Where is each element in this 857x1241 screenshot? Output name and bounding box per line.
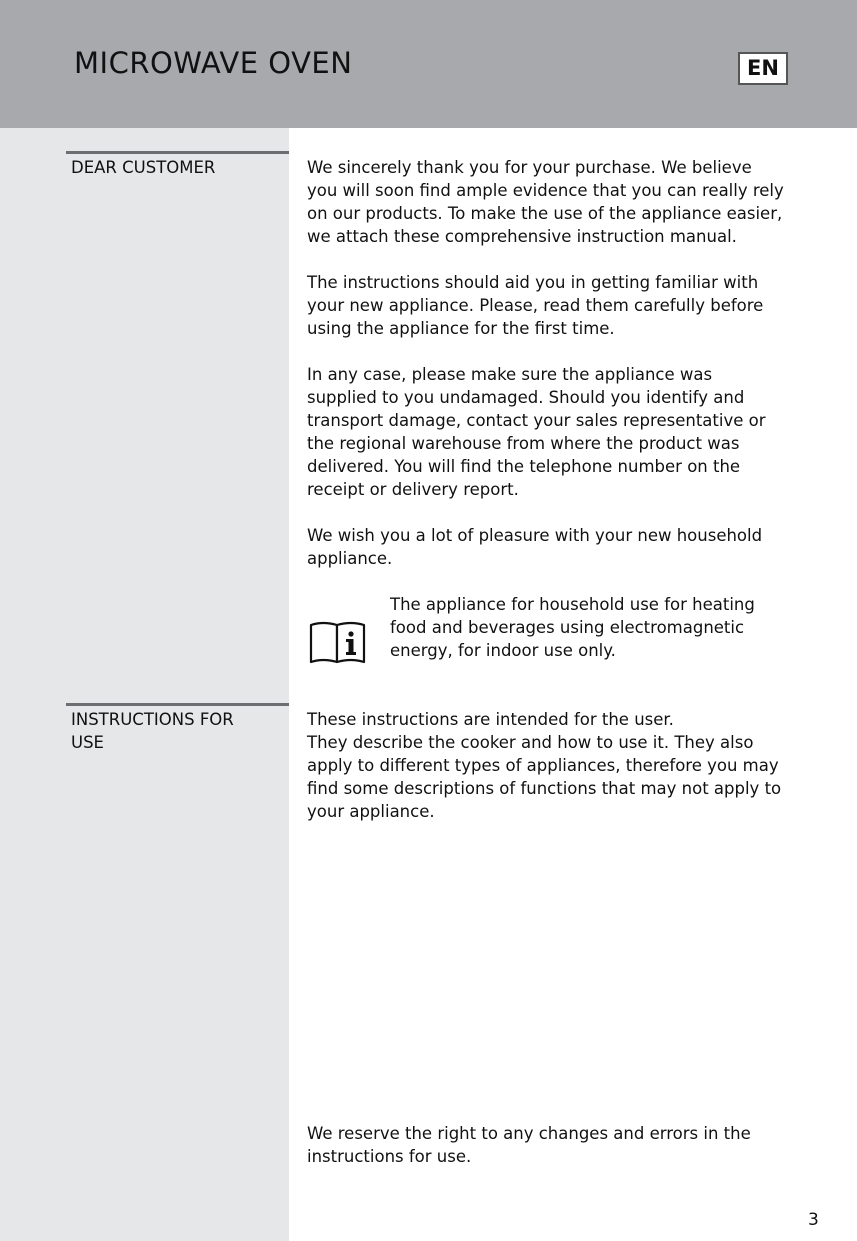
page-number: 3 bbox=[808, 1210, 819, 1230]
disclaimer-text: We reserve the right to any changes and errors in the instructions for use. bbox=[307, 1124, 751, 1166]
section-label-dear-customer: DEAR CUSTOMER bbox=[71, 158, 216, 177]
instructions-paragraph-rest: They describe the cooker and how to use it. They also apply to different types of appliances, therefore you may find some descriptions of functions that may not apply to your appliance. bbox=[307, 733, 782, 821]
manual-info-icon bbox=[307, 620, 369, 665]
intro-paragraph-pleasure: We wish you a lot of pleasure with your new household appliance. bbox=[307, 526, 763, 568]
intro-paragraph-thanks: We sincerely thank you for your purchase. We believe you will soon find ample evidence that you can really rely on our products. To make the use of the appliance easier, we attach these comprehensive instruction manual. bbox=[307, 158, 784, 246]
page-title: MICROWAVE OVEN bbox=[74, 46, 353, 80]
instructions-paragraph-line1: These instructions are intended for the user. bbox=[307, 710, 674, 729]
intro-paragraph-damage: In any case, please make sure the appliance was supplied to you undamaged. Should you identify and transport damage, contact your sales representative or the regional warehouse from where the product was delivered. You will find the telephone number on the receipt or delivery report. bbox=[307, 365, 766, 499]
sidebar bbox=[0, 128, 289, 1241]
section-label-instructions bbox=[71, 708, 281, 754]
page-header bbox=[0, 0, 857, 128]
section-divider-instructions bbox=[66, 703, 289, 706]
instructions-paragraph bbox=[307, 708, 787, 823]
section-label-instructions-line2: USE bbox=[71, 733, 104, 752]
info-note: The appliance for household use for heating food and beverages using electromagnetic energy, for indoor use only. bbox=[390, 595, 755, 660]
language-badge: EN bbox=[738, 52, 788, 85]
section-label-instructions-line1: INSTRUCTIONS FOR bbox=[71, 710, 234, 729]
section-divider-dear-customer bbox=[66, 151, 289, 154]
intro-paragraph-instructions: The instructions should aid you in getting familiar with your new appliance. Please, read them carefully before using the appliance for the first time. bbox=[307, 273, 764, 338]
